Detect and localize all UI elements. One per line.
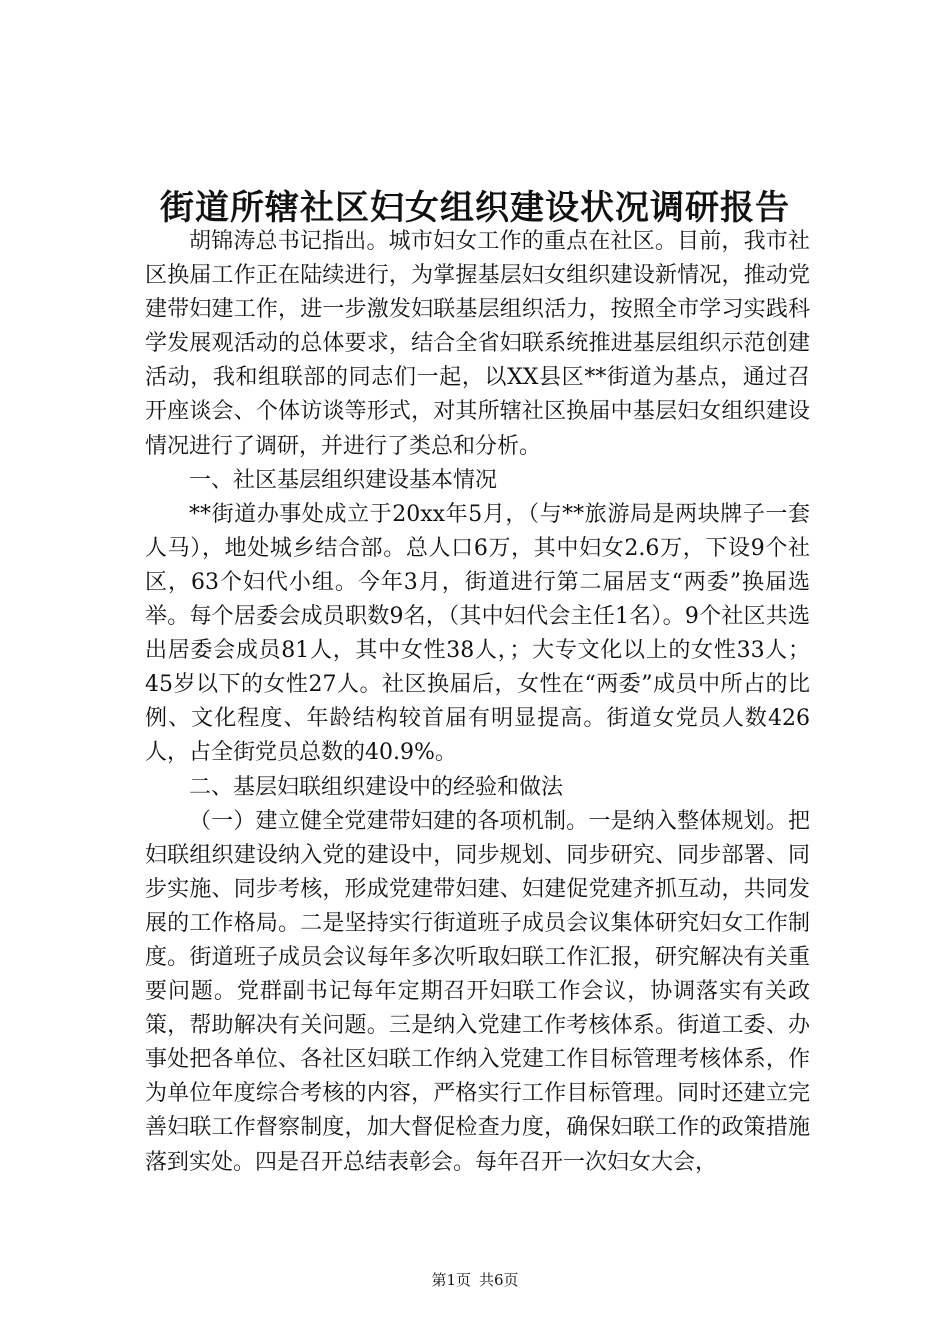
document-body <box>145 225 810 1180</box>
paragraph-basic-info: **街道办事处成立于20xx年5月，（与**旅游局是两块牌子一套人马），地处城乡结合部。总人口6万，其中妇女2.6万，下设9个社区，63个妇代小组。今年3月，街道进行第二届居支“两委”换届选举。每个居委会成员职数9名，（其中妇代会主任1名）。9个社区共选出居委会成员81人，其中女性38人，；大专文化以上的女性33人；45岁以下的女性27人。社区换届后，女性在“两委”成员中所占的比例、文化程度、年龄结构较首届有明显提高。街道女党员人数426人，占全街党员总数的40.9%。 <box>145 501 810 766</box>
paragraph-intro: 胡锦涛总书记指出。城市妇女工作的重点在社区。目前，我市社区换届工作正在陆续进行，为掌握基层妇女组织建设新情况，推动党建带妇建工作，进一步激发妇联基层组织活力，按照全市学习实践科学发展观活动的总体要求，结合全省妇联系统推进基层组织示范创建活动，我和组联部的同志们一起，以XX县区**街道为基点，通过召开座谈会、个体访谈等形式，对其所辖社区换届中基层妇女组织建设情况进行了调研，并进行了类总和分析。 <box>145 229 810 459</box>
page-total: 共6页 <box>479 1271 519 1289</box>
section-heading-2: 二、基层妇联组织建设中的经验和做法 <box>189 774 564 800</box>
page-footer <box>0 1270 950 1290</box>
paragraph-mechanisms: （一）建立健全党建带妇建的各项机制。一是纳入整体规划。把妇联组织建设纳入党的建设中，同步规划、同步研究、同步部署、同步实施、同步考核，形成党建带妇建、妇建促党建齐抓互动，共同发展的工作格局。二是坚持实行街道班子成员会议集体研究妇女工作制度。街道班子成员会议每年多次听取妇联工作汇报，研究解决有关重要问题。党群副书记每年定期召开妇联工作会议，协调落实有关政策，帮助解决有关问题。三是纳入党建工作考核体系。街道工委、办事处把各单位、各社区妇联工作纳入党建工作目标管理考核体系，作为单位年度综合考核的内容，严格实行工作目标管理。同时还建立完善妇联工作督察制度，加大督促检查力度，确保妇联工作的政策措施落到实处。四是召开总结表彰会。每年召开一次妇女大会， <box>145 808 810 1175</box>
section-heading-1: 一、社区基层组织建设基本情况 <box>189 467 498 493</box>
page-number: 第1页 <box>431 1271 471 1289</box>
document-title: 街道所辖社区妇女组织建设状况调研报告 <box>160 188 790 228</box>
